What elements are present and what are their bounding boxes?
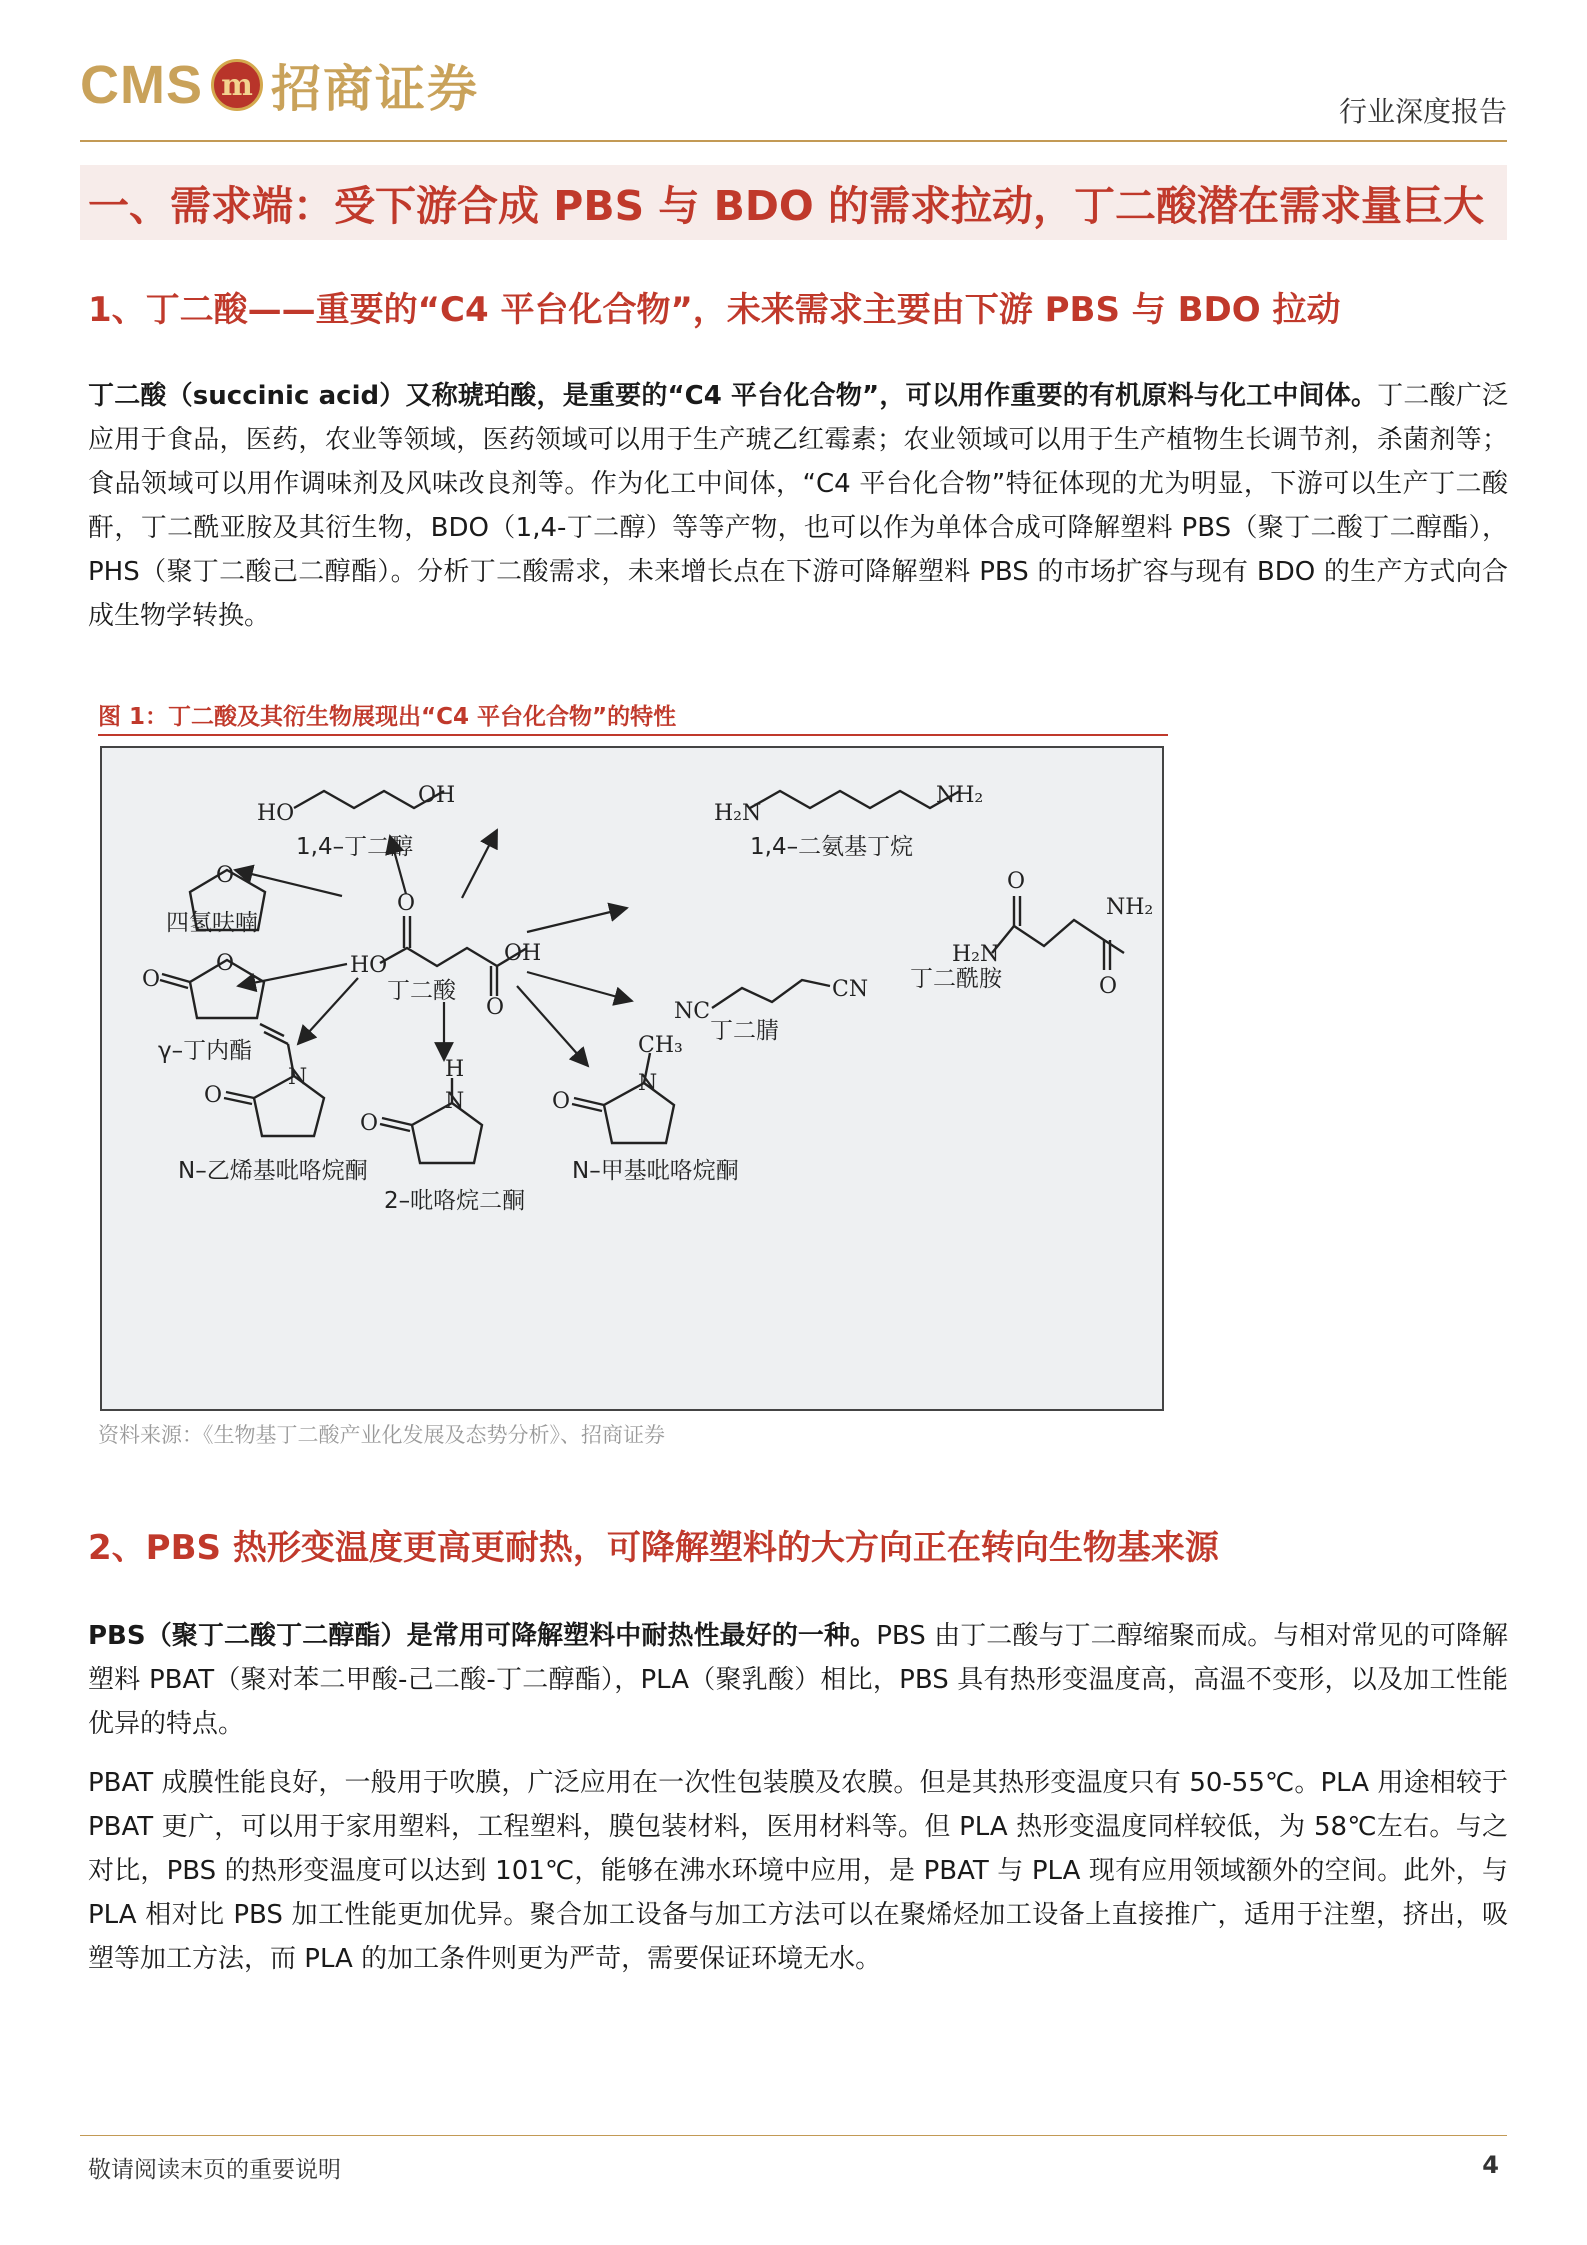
label-thf: 四氢呋喃 [166,910,258,936]
label-bdo: 1,4–丁二醇 [296,834,414,860]
logo-mark-icon: m [211,59,263,111]
atom-oh-acid: OH [504,941,542,966]
paragraph-body: PBS 由丁二酸与丁二醇缩聚而成。与相对常见的可降解塑料 PBAT（聚对苯二甲酸-己二酸-丁二醇酯），PLA（聚乳酸）相比，PBS 具有热形变温度高，高温不变形，以及加工性能优异的特点。 [88,1621,1508,1739]
figure-title-rule [98,734,1168,736]
atom-n-pyrrolidone: N [445,1089,465,1114]
atom-o-thf: O [216,863,235,888]
atom-ho-bdo: HO [257,801,295,826]
paragraph-body: 丁二酸广泛应用于食品，医药，农业等领域，医药领域可以用于生产琥乙红霉素；农业领域可以用于生产植物生长调节剂，杀菌剂等；食品领域可以用作调味剂及风味改良剂等。作为化工中间体，“C4 平台化合物”特征体现的尤为明显，下游可以生产丁二酸酐，丁二酰亚胺及其衍生物，BDO（1,4-丁二醇）等等产物，也可以作为单体合成可降解塑料 PBS（聚丁二酸丁二醇酯），PHS（聚丁二酸己二醇酯）。分析丁二酸需求，未来增长点在下游可降解塑料 PBS 的市场扩容与现有 BDO 的生产方式向合成生物学转换。 [88,381,1508,631]
atom-h2n-diamine: H₂N [714,801,762,826]
paragraph-lead-bold: 丁二酸（succinic acid）又称琥珀酸，是重要的“C4 平台化合物”，可以用作重要的有机原料与化工中间体。 [88,381,1378,411]
atom-o-gbl: O [142,967,161,992]
atom-o-gbl-ring: O [216,951,235,976]
subsection-1-paragraph [88,374,1508,638]
atom-h2n-amide: H₂N [952,942,1000,967]
atom-n-nvp: N [288,1065,308,1090]
label-succinonitrile: 丁二腈 [710,1018,779,1044]
atom-nc-nitrile: NC [674,999,711,1024]
section-title: 一、需求端：受下游合成 PBS 与 BDO 的需求拉动，丁二酸潜在需求量巨大 [88,182,1485,230]
subsection-2-title: 2、PBS 热形变温度更高更耐热，可降解塑料的大方向正在转向生物基来源 [88,1528,1219,1568]
atom-o-nvp: O [204,1083,223,1108]
atom-cn-nitrile: CN [832,977,869,1002]
atom-nh2-diamine: NH₂ [936,783,984,808]
succinonitrile-chain [712,980,830,1008]
atom-o-acid-top: O [397,891,416,916]
label-succinic-acid: 丁二酸 [387,978,456,1004]
section-heading-band [80,165,1507,240]
label-nvp: N–乙烯基吡咯烷酮 [178,1158,368,1184]
subsection-2-paragraph-1 [88,1614,1508,1746]
footer-notice: 敬请阅读末页的重要说明 [88,2157,341,2183]
atom-oh-bdo: OH [418,783,456,808]
label-pyrrolidone: 2–吡咯烷二酮 [384,1188,526,1214]
atom-o-amide-bottom: O [1099,974,1118,999]
label-gbl: γ–丁内酯 [158,1038,253,1064]
atom-o-pyrrolidone: O [360,1111,379,1136]
atom-o-amide-top: O [1007,869,1026,894]
label-diamine: 1,4–二氨基丁烷 [750,834,914,860]
chemical-diagram [100,746,1164,1411]
atom-ho-acid: HO [350,953,388,978]
report-type: 行业深度报告 [1338,95,1507,128]
page-number: 4 [1482,2151,1499,2179]
header-divider [80,140,1507,142]
atom-nh2-amide: NH₂ [1106,895,1154,920]
footer-divider [80,2135,1507,2136]
label-succinamide: 丁二酰胺 [910,966,1002,992]
logo-chinese-text: 招商证券 [271,59,479,118]
atom-n-nmp: N [638,1071,658,1096]
atom-o-acid-bottom: O [486,995,505,1020]
atom-o-nmp: O [552,1089,571,1114]
atom-h-pyrrolidone: H [445,1057,465,1082]
logo-cms-text: CMS [80,55,203,115]
figure-title: 图 1：丁二酸及其衍生物展现出“C4 平台化合物”的特性 [98,704,677,730]
diamine-chain [750,791,960,808]
label-nmp: N–甲基吡咯烷酮 [572,1158,739,1184]
subsection-1-title: 1、丁二酸——重要的“C4 平台化合物”，未来需求主要由下游 PBS 与 BDO 拉动 [88,290,1341,330]
atom-ch3-nmp: CH₃ [638,1033,683,1058]
figure-source: 资料来源：《生物基丁二酸产业化发展及态势分析》、招商证券 [98,1423,665,1447]
paragraph-lead-bold: PBS（聚丁二酸丁二醇酯）是常用可降解塑料中耐热性最好的一种。 [88,1621,877,1651]
company-logo [80,50,479,120]
subsection-2-paragraph-2: PBAT 成膜性能良好，一般用于吹膜，广泛应用在一次性包装膜及农膜。但是其热形变温度只有 50-55℃。PLA 用途相较于 PBAT 更广，可以用于家用塑料，工程塑料，膜包装材料，医用材料等。但 PLA 热形变温度同样较低，为 58℃左右。与之对比，PBS 的热形变温度可以达到 101℃，能够在沸水环境中应用，是 PBAT 与 PLA 现有应用领域额外的空间。此外，与 PLA 相对比 PBS 加工性能更加优异。聚合加工设备与加工方法可以在聚烯烃加工设备上直接推广，适用于注塑，挤出，吸塑等加工方法，而 PLA 的加工条件则更为严苛，需要保证环境无水。 [88,1768,1508,1974]
